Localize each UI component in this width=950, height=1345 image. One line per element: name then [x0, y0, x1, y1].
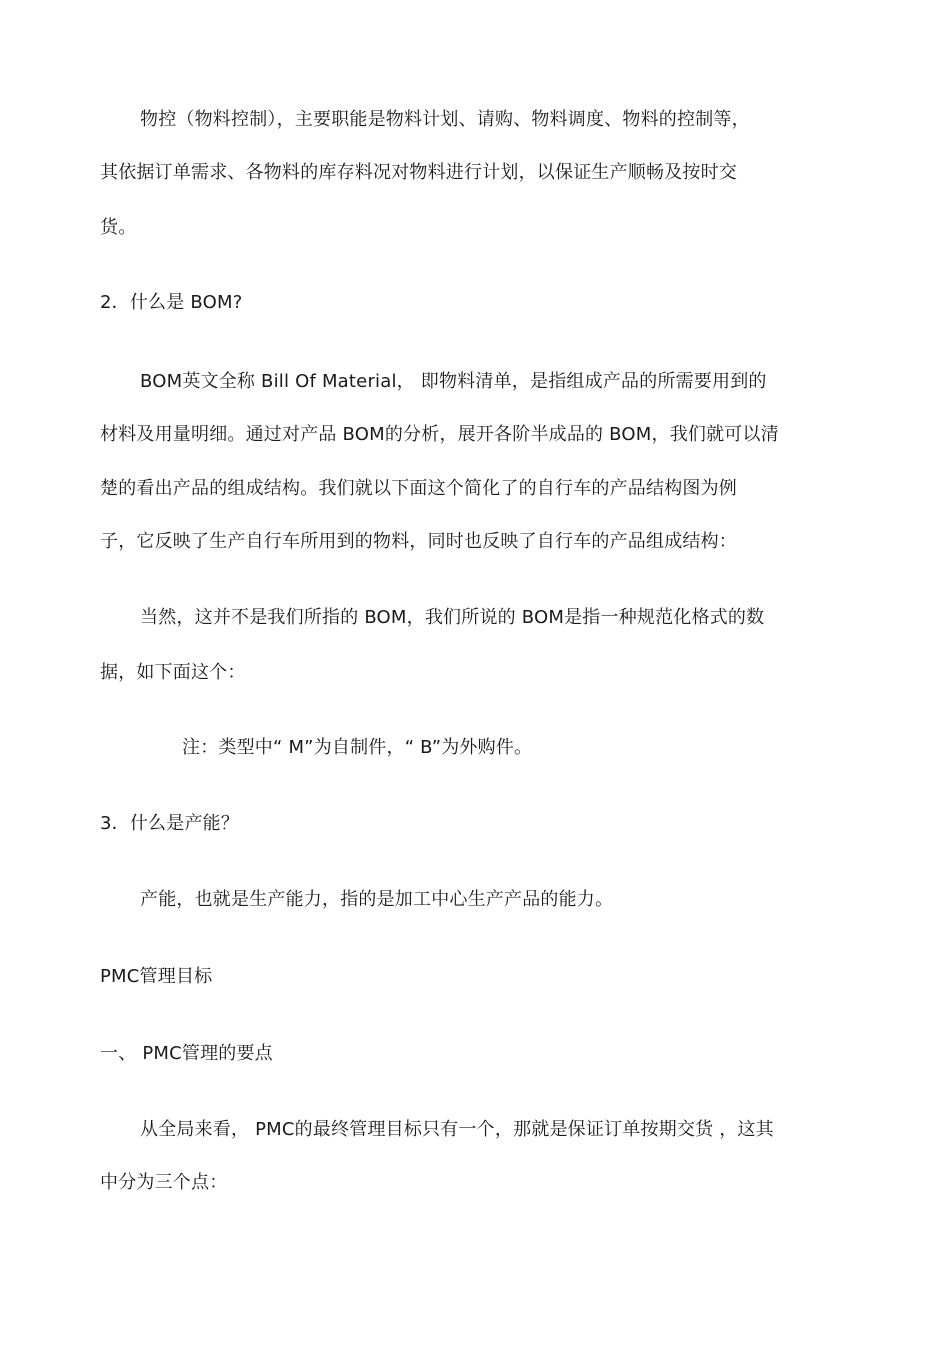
paragraph-line: 当然，这并不是我们所指的 BOM，我们所说的 BOM是指一种规范化格式的数 — [140, 607, 765, 628]
paragraph-line: 中分为三个点： — [100, 1172, 228, 1193]
paragraph-line: 产能，也就是生产能力，指的是加工中心生产产品的能力。 — [140, 889, 614, 910]
paragraph-line: 从全局来看， PMC的最终管理目标只有一个，那就是保证订单按期交货 ，这其 — [140, 1119, 774, 1140]
note-line: 注：类型中“ M”为自制件，“ B”为外购件。 — [182, 737, 533, 758]
paragraph-line: 子，它反映了生产自行车所用到的物料，同时也反映了自行车的产品组成结构： — [100, 531, 737, 552]
paragraph-line: 楚的看出产品的组成结构。我们就以下面这个简化了的自行车的产品结构图为例 — [100, 478, 737, 499]
paragraph-line: 货。 — [100, 217, 137, 238]
paragraph-line: 其依据订单需求、各物料的库存料况对物料进行计划，以保证生产顺畅及按时交 — [100, 162, 737, 183]
section-heading: 3．什么是产能？ — [100, 813, 240, 834]
paragraph-line: 物控（物料控制），主要职能是物料计划、请购、物料调度、物料的控制等， — [140, 109, 750, 130]
subsection-heading: 一、 PMC管理的要点 — [100, 1043, 273, 1064]
section-heading: PMC管理目标 — [100, 966, 213, 987]
paragraph-line: 材料及用量明细。通过对产品 BOM的分析，展开各阶半成品的 BOM，我们就可以清 — [100, 424, 779, 445]
section-heading: 2．什么是 BOM? — [100, 292, 243, 313]
paragraph-line: 据，如下面这个： — [100, 662, 246, 683]
paragraph-line: BOM英文全称 Bill Of Material， 即物料清单，是指组成产品的所需要用到的 — [140, 371, 767, 392]
